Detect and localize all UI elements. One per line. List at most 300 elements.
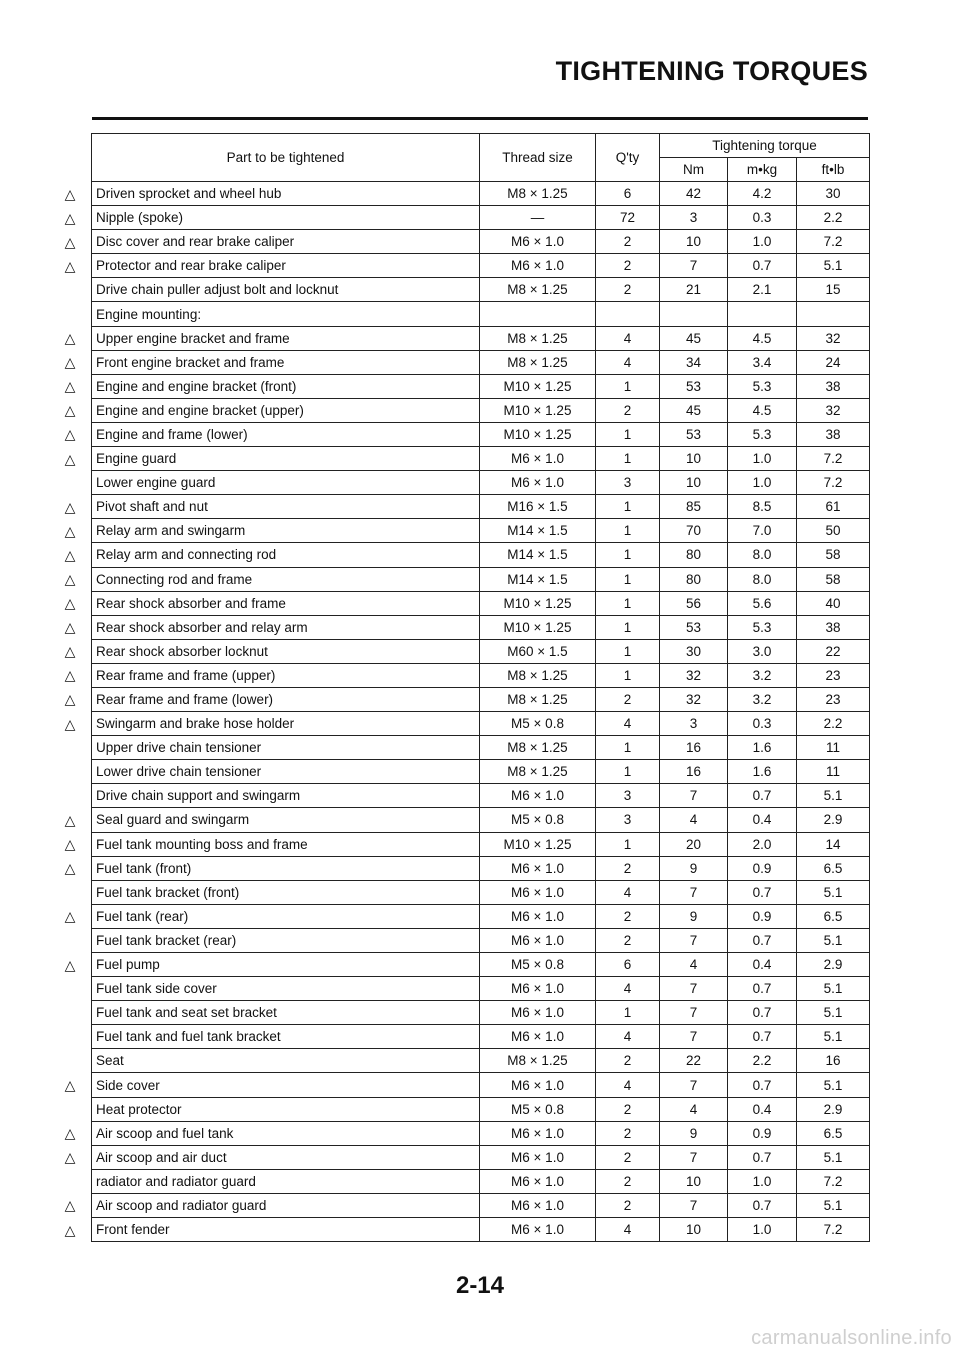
cell-ftlb: 11 xyxy=(797,760,870,784)
header-part: Part to be tightened xyxy=(92,134,480,182)
cell-thread-size: M14 × 1.5 xyxy=(480,567,596,591)
cell-thread-size: M6 × 1.0 xyxy=(480,1169,596,1193)
table-row xyxy=(92,663,870,687)
cell-part: Fuel tank (rear) xyxy=(92,904,480,928)
table-row xyxy=(92,543,870,567)
cell-ftlb: 5.1 xyxy=(797,1025,870,1049)
cell-thread-size: M8 × 1.25 xyxy=(480,760,596,784)
cell-nm: 45 xyxy=(660,398,728,422)
loctite-mark-icon: △ xyxy=(64,1076,76,1093)
cell-part: Driven sprocket and wheel hub xyxy=(92,182,480,206)
table-row xyxy=(92,615,870,639)
cell-nm: 10 xyxy=(660,1169,728,1193)
cell-qty: 3 xyxy=(596,808,660,832)
cell-qty: 1 xyxy=(596,374,660,398)
cell-part: Lower engine guard xyxy=(92,471,480,495)
cell-nm: 10 xyxy=(660,1218,728,1242)
cell-mkg: 3.2 xyxy=(728,663,797,687)
cell-nm: 10 xyxy=(660,471,728,495)
cell-mkg: 1.6 xyxy=(728,760,797,784)
cell-mkg: 3.4 xyxy=(728,350,797,374)
cell-ftlb: 5.1 xyxy=(797,1193,870,1217)
cell-mkg: 8.0 xyxy=(728,567,797,591)
cell-qty: 4 xyxy=(596,326,660,350)
cell-nm: 7 xyxy=(660,1001,728,1025)
cell-thread-size: M10 × 1.25 xyxy=(480,398,596,422)
table-row xyxy=(92,206,870,230)
loctite-mark-icon: △ xyxy=(64,209,76,226)
table-row xyxy=(92,350,870,374)
cell-mkg xyxy=(728,302,797,326)
header-mkg: m•kg xyxy=(728,158,797,182)
cell-part: Air scoop and air duct xyxy=(92,1145,480,1169)
cell-qty: 3 xyxy=(596,471,660,495)
cell-part: Relay arm and swingarm xyxy=(92,519,480,543)
cell-nm: 4 xyxy=(660,1097,728,1121)
cell-nm: 53 xyxy=(660,615,728,639)
cell-thread-size: M6 × 1.0 xyxy=(480,1025,596,1049)
cell-part: Heat protector xyxy=(92,1097,480,1121)
cell-nm: 32 xyxy=(660,663,728,687)
cell-thread-size xyxy=(480,302,596,326)
cell-ftlb: 7.2 xyxy=(797,447,870,471)
cell-qty: 4 xyxy=(596,880,660,904)
cell-qty: 2 xyxy=(596,254,660,278)
cell-part: Fuel tank bracket (front) xyxy=(92,880,480,904)
cell-thread-size: M6 × 1.0 xyxy=(480,1121,596,1145)
table-row xyxy=(92,254,870,278)
table-row xyxy=(92,712,870,736)
cell-part: Nipple (spoke) xyxy=(92,206,480,230)
table-row xyxy=(92,447,870,471)
loctite-mark-icon: △ xyxy=(64,1197,76,1214)
cell-part: Rear shock absorber and frame xyxy=(92,591,480,615)
table-row xyxy=(92,1001,870,1025)
cell-part: Pivot shaft and nut xyxy=(92,495,480,519)
cell-mkg: 0.9 xyxy=(728,1121,797,1145)
cell-qty: 1 xyxy=(596,663,660,687)
cell-thread-size: M8 × 1.25 xyxy=(480,350,596,374)
cell-ftlb xyxy=(797,302,870,326)
loctite-mark-icon: △ xyxy=(64,715,76,732)
header-qty: Q'ty xyxy=(596,134,660,182)
cell-ftlb: 5.1 xyxy=(797,254,870,278)
cell-part: Fuel tank bracket (rear) xyxy=(92,928,480,952)
cell-ftlb: 5.1 xyxy=(797,784,870,808)
cell-mkg: 0.7 xyxy=(728,1193,797,1217)
cell-nm: 7 xyxy=(660,977,728,1001)
cell-qty: 1 xyxy=(596,447,660,471)
cell-mkg: 5.6 xyxy=(728,591,797,615)
cell-ftlb: 61 xyxy=(797,495,870,519)
cell-ftlb: 2.9 xyxy=(797,808,870,832)
cell-ftlb: 2.2 xyxy=(797,206,870,230)
cell-qty: 1 xyxy=(596,422,660,446)
cell-ftlb: 23 xyxy=(797,687,870,711)
loctite-mark-icon: △ xyxy=(64,546,76,563)
table-row xyxy=(92,880,870,904)
loctite-mark-icon: △ xyxy=(64,522,76,539)
cell-nm xyxy=(660,302,728,326)
cell-nm: 10 xyxy=(660,447,728,471)
cell-thread-size: M5 × 0.8 xyxy=(480,808,596,832)
cell-thread-size: M8 × 1.25 xyxy=(480,1049,596,1073)
cell-qty: 1 xyxy=(596,639,660,663)
cell-part: Engine and engine bracket (upper) xyxy=(92,398,480,422)
table-row xyxy=(92,687,870,711)
cell-part: Fuel tank mounting boss and frame xyxy=(92,832,480,856)
cell-part: Air scoop and fuel tank xyxy=(92,1121,480,1145)
cell-thread-size: — xyxy=(480,206,596,230)
loctite-mark-icon: △ xyxy=(64,185,76,202)
loctite-mark-icon: △ xyxy=(64,257,76,274)
cell-nm: 42 xyxy=(660,182,728,206)
loctite-mark-icon: △ xyxy=(64,426,76,443)
table-row xyxy=(92,760,870,784)
table-row xyxy=(92,1193,870,1217)
cell-qty: 1 xyxy=(596,736,660,760)
table-row xyxy=(92,398,870,422)
cell-ftlb: 58 xyxy=(797,567,870,591)
cell-mkg: 8.0 xyxy=(728,543,797,567)
cell-part: Drive chain support and swingarm xyxy=(92,784,480,808)
cell-thread-size: M6 × 1.0 xyxy=(480,880,596,904)
cell-thread-size: M6 × 1.0 xyxy=(480,254,596,278)
cell-nm: 4 xyxy=(660,953,728,977)
cell-nm: 7 xyxy=(660,1145,728,1169)
cell-qty: 2 xyxy=(596,904,660,928)
cell-qty: 2 xyxy=(596,230,660,254)
cell-qty: 1 xyxy=(596,591,660,615)
table-row xyxy=(92,302,870,326)
cell-nm: 3 xyxy=(660,712,728,736)
cell-mkg: 2.1 xyxy=(728,278,797,302)
cell-mkg: 4.5 xyxy=(728,326,797,350)
cell-thread-size: M60 × 1.5 xyxy=(480,639,596,663)
cell-qty: 2 xyxy=(596,1049,660,1073)
table-row xyxy=(92,953,870,977)
cell-qty: 4 xyxy=(596,712,660,736)
cell-thread-size: M14 × 1.5 xyxy=(480,543,596,567)
cell-ftlb: 5.1 xyxy=(797,880,870,904)
cell-mkg: 1.6 xyxy=(728,736,797,760)
cell-part: Engine guard xyxy=(92,447,480,471)
cell-part: Fuel tank (front) xyxy=(92,856,480,880)
cell-thread-size: M6 × 1.0 xyxy=(480,447,596,471)
cell-mkg: 1.0 xyxy=(728,447,797,471)
cell-qty: 2 xyxy=(596,1121,660,1145)
cell-nm: 7 xyxy=(660,1073,728,1097)
cell-nm: 7 xyxy=(660,928,728,952)
cell-thread-size: M6 × 1.0 xyxy=(480,928,596,952)
cell-part: Front engine bracket and frame xyxy=(92,350,480,374)
cell-part: Engine and engine bracket (front) xyxy=(92,374,480,398)
cell-qty: 1 xyxy=(596,495,660,519)
cell-thread-size: M6 × 1.0 xyxy=(480,904,596,928)
cell-mkg: 8.5 xyxy=(728,495,797,519)
cell-thread-size: M6 × 1.0 xyxy=(480,1073,596,1097)
cell-part: Rear frame and frame (upper) xyxy=(92,663,480,687)
loctite-mark-icon: △ xyxy=(64,330,76,347)
cell-part: Seat xyxy=(92,1049,480,1073)
cell-qty: 4 xyxy=(596,977,660,1001)
loctite-mark-icon: △ xyxy=(64,571,76,587)
cell-qty: 2 xyxy=(596,1193,660,1217)
cell-mkg: 1.0 xyxy=(728,471,797,495)
cell-nm: 16 xyxy=(660,736,728,760)
cell-qty: 1 xyxy=(596,543,660,567)
cell-nm: 7 xyxy=(660,880,728,904)
header-tightening-torque: Tightening torque xyxy=(660,134,870,158)
cell-mkg: 1.0 xyxy=(728,1218,797,1242)
table-row xyxy=(92,856,870,880)
cell-ftlb: 30 xyxy=(797,182,870,206)
cell-mkg: 5.3 xyxy=(728,615,797,639)
cell-part: Drive chain puller adjust bolt and locknut xyxy=(92,278,480,302)
cell-thread-size: M14 × 1.5 xyxy=(480,519,596,543)
cell-ftlb: 2.9 xyxy=(797,953,870,977)
table-row xyxy=(92,422,870,446)
cell-nm: 53 xyxy=(660,422,728,446)
cell-thread-size: M5 × 0.8 xyxy=(480,712,596,736)
cell-nm: 70 xyxy=(660,519,728,543)
cell-mkg: 0.7 xyxy=(728,880,797,904)
cell-thread-size: M10 × 1.25 xyxy=(480,615,596,639)
cell-qty: 1 xyxy=(596,832,660,856)
cell-mkg: 2.0 xyxy=(728,832,797,856)
cell-qty: 6 xyxy=(596,182,660,206)
cell-part: radiator and radiator guard xyxy=(92,1169,480,1193)
table-row xyxy=(92,1218,870,1242)
loctite-mark-icon: △ xyxy=(64,450,76,467)
cell-ftlb: 7.2 xyxy=(797,230,870,254)
cell-thread-size: M6 × 1.0 xyxy=(480,1193,596,1217)
cell-mkg: 0.9 xyxy=(728,856,797,880)
cell-qty xyxy=(596,302,660,326)
title-rule xyxy=(92,117,868,120)
cell-mkg: 0.7 xyxy=(728,977,797,1001)
watermark: carmanualsonline.info xyxy=(751,1327,952,1349)
cell-part: Side cover xyxy=(92,1073,480,1097)
cell-thread-size: M10 × 1.25 xyxy=(480,422,596,446)
table-row xyxy=(92,928,870,952)
table-row xyxy=(92,326,870,350)
cell-qty: 2 xyxy=(596,1097,660,1121)
cell-part: Engine mounting: xyxy=(92,302,480,326)
cell-ftlb: 24 xyxy=(797,350,870,374)
cell-thread-size: M6 × 1.0 xyxy=(480,977,596,1001)
table-row xyxy=(92,1145,870,1169)
cell-mkg: 0.3 xyxy=(728,206,797,230)
table-row xyxy=(92,1169,870,1193)
loctite-mark-icon: △ xyxy=(64,956,76,973)
cell-ftlb: 2.2 xyxy=(797,712,870,736)
table-row xyxy=(92,591,870,615)
cell-ftlb: 23 xyxy=(797,663,870,687)
cell-qty: 72 xyxy=(596,206,660,230)
cell-thread-size: M8 × 1.25 xyxy=(480,278,596,302)
cell-mkg: 0.4 xyxy=(728,953,797,977)
cell-ftlb: 40 xyxy=(797,591,870,615)
cell-mkg: 0.4 xyxy=(728,1097,797,1121)
cell-ftlb: 7.2 xyxy=(797,1218,870,1242)
cell-ftlb: 5.1 xyxy=(797,1145,870,1169)
loctite-mark-icon: △ xyxy=(64,354,76,371)
cell-nm: 21 xyxy=(660,278,728,302)
cell-mkg: 4.2 xyxy=(728,182,797,206)
cell-mkg: 5.3 xyxy=(728,374,797,398)
cell-ftlb: 5.1 xyxy=(797,977,870,1001)
cell-mkg: 7.0 xyxy=(728,519,797,543)
cell-mkg: 0.4 xyxy=(728,808,797,832)
cell-qty: 2 xyxy=(596,278,660,302)
cell-qty: 2 xyxy=(596,398,660,422)
cell-part: Fuel pump xyxy=(92,953,480,977)
loctite-mark-icon: △ xyxy=(64,1149,76,1166)
cell-thread-size: M6 × 1.0 xyxy=(480,856,596,880)
cell-ftlb: 5.1 xyxy=(797,1001,870,1025)
page-number: 2-14 xyxy=(455,1272,505,1299)
cell-ftlb: 7.2 xyxy=(797,1169,870,1193)
cell-part: Disc cover and rear brake caliper xyxy=(92,230,480,254)
cell-qty: 1 xyxy=(596,519,660,543)
loctite-mark-icon: △ xyxy=(64,378,76,395)
cell-ftlb: 22 xyxy=(797,639,870,663)
cell-thread-size: M6 × 1.0 xyxy=(480,230,596,254)
cell-mkg: 0.7 xyxy=(728,784,797,808)
table-row xyxy=(92,1121,870,1145)
cell-qty: 4 xyxy=(596,1218,660,1242)
cell-ftlb: 6.5 xyxy=(797,856,870,880)
cell-part: Rear shock absorber locknut xyxy=(92,639,480,663)
cell-ftlb: 38 xyxy=(797,615,870,639)
cell-qty: 1 xyxy=(596,567,660,591)
cell-qty: 6 xyxy=(596,953,660,977)
cell-nm: 9 xyxy=(660,1121,728,1145)
cell-part: Fuel tank side cover xyxy=(92,977,480,1001)
cell-nm: 45 xyxy=(660,326,728,350)
cell-thread-size: M5 × 0.8 xyxy=(480,953,596,977)
cell-ftlb: 16 xyxy=(797,1049,870,1073)
cell-part: Protector and rear brake caliper xyxy=(92,254,480,278)
cell-ftlb: 38 xyxy=(797,374,870,398)
table-row xyxy=(92,736,870,760)
cell-part: Relay arm and connecting rod xyxy=(92,543,480,567)
cell-nm: 7 xyxy=(660,1193,728,1217)
cell-thread-size: M5 × 0.8 xyxy=(480,1097,596,1121)
cell-nm: 85 xyxy=(660,495,728,519)
cell-mkg: 4.5 xyxy=(728,398,797,422)
header-thread-size: Thread size xyxy=(480,134,596,182)
table-row xyxy=(92,182,870,206)
table-row xyxy=(92,1025,870,1049)
cell-mkg: 0.9 xyxy=(728,904,797,928)
table-row xyxy=(92,1097,870,1121)
table-row xyxy=(92,471,870,495)
table-row xyxy=(92,495,870,519)
cell-nm: 32 xyxy=(660,687,728,711)
cell-mkg: 3.2 xyxy=(728,687,797,711)
header-nm: Nm xyxy=(660,158,728,182)
loctite-mark-icon: △ xyxy=(64,1125,76,1142)
page-title: TIGHTENING TORQUES xyxy=(555,56,868,86)
loctite-mark-icon: △ xyxy=(64,836,76,853)
cell-ftlb: 58 xyxy=(797,543,870,567)
cell-part: Connecting rod and frame xyxy=(92,567,480,591)
cell-thread-size: M6 × 1.0 xyxy=(480,784,596,808)
cell-ftlb: 14 xyxy=(797,832,870,856)
cell-part: Swingarm and brake hose holder xyxy=(92,712,480,736)
cell-ftlb: 32 xyxy=(797,398,870,422)
cell-ftlb: 5.1 xyxy=(797,1073,870,1097)
cell-mkg: 0.3 xyxy=(728,712,797,736)
cell-part: Upper drive chain tensioner xyxy=(92,736,480,760)
cell-ftlb: 7.2 xyxy=(797,471,870,495)
cell-ftlb: 5.1 xyxy=(797,928,870,952)
table-row xyxy=(92,1049,870,1073)
cell-nm: 3 xyxy=(660,206,728,230)
cell-qty: 3 xyxy=(596,784,660,808)
cell-thread-size: M8 × 1.25 xyxy=(480,736,596,760)
loctite-mark-icon: △ xyxy=(64,643,76,660)
cell-nm: 53 xyxy=(660,374,728,398)
cell-part: Air scoop and radiator guard xyxy=(92,1193,480,1217)
cell-mkg: 1.0 xyxy=(728,1169,797,1193)
cell-qty: 2 xyxy=(596,1145,660,1169)
cell-thread-size: M10 × 1.25 xyxy=(480,374,596,398)
cell-nm: 7 xyxy=(660,1025,728,1049)
table-row xyxy=(92,1073,870,1097)
loctite-mark-icon: △ xyxy=(64,908,76,925)
cell-mkg: 0.7 xyxy=(728,1145,797,1169)
header-ftlb: ft•lb xyxy=(797,158,870,182)
cell-ftlb: 38 xyxy=(797,422,870,446)
table-row xyxy=(92,808,870,832)
cell-qty: 2 xyxy=(596,1169,660,1193)
cell-thread-size: M6 × 1.0 xyxy=(480,1001,596,1025)
cell-nm: 30 xyxy=(660,639,728,663)
cell-qty: 4 xyxy=(596,1025,660,1049)
table-row xyxy=(92,977,870,1001)
cell-thread-size: M6 × 1.0 xyxy=(480,1145,596,1169)
cell-thread-size: M8 × 1.25 xyxy=(480,326,596,350)
table-row xyxy=(92,230,870,254)
table-row xyxy=(92,784,870,808)
cell-nm: 20 xyxy=(660,832,728,856)
cell-nm: 7 xyxy=(660,784,728,808)
cell-qty: 2 xyxy=(596,687,660,711)
cell-ftlb: 6.5 xyxy=(797,904,870,928)
cell-thread-size: M6 × 1.0 xyxy=(480,471,596,495)
cell-mkg: 0.7 xyxy=(728,1073,797,1097)
cell-mkg: 0.7 xyxy=(728,1001,797,1025)
loctite-mark-icon: △ xyxy=(64,233,76,250)
cell-part: Upper engine bracket and frame xyxy=(92,326,480,350)
cell-ftlb: 15 xyxy=(797,278,870,302)
cell-nm: 9 xyxy=(660,904,728,928)
loctite-mark-icon: △ xyxy=(64,667,76,684)
loctite-mark-icon: △ xyxy=(64,402,76,419)
cell-nm: 4 xyxy=(660,808,728,832)
cell-ftlb: 6.5 xyxy=(797,1121,870,1145)
cell-part: Lower drive chain tensioner xyxy=(92,760,480,784)
cell-thread-size: M10 × 1.25 xyxy=(480,591,596,615)
loctite-mark-icon: △ xyxy=(64,619,76,636)
cell-thread-size: M8 × 1.25 xyxy=(480,687,596,711)
cell-qty: 1 xyxy=(596,1001,660,1025)
table-row xyxy=(92,639,870,663)
cell-part: Rear shock absorber and relay arm xyxy=(92,615,480,639)
